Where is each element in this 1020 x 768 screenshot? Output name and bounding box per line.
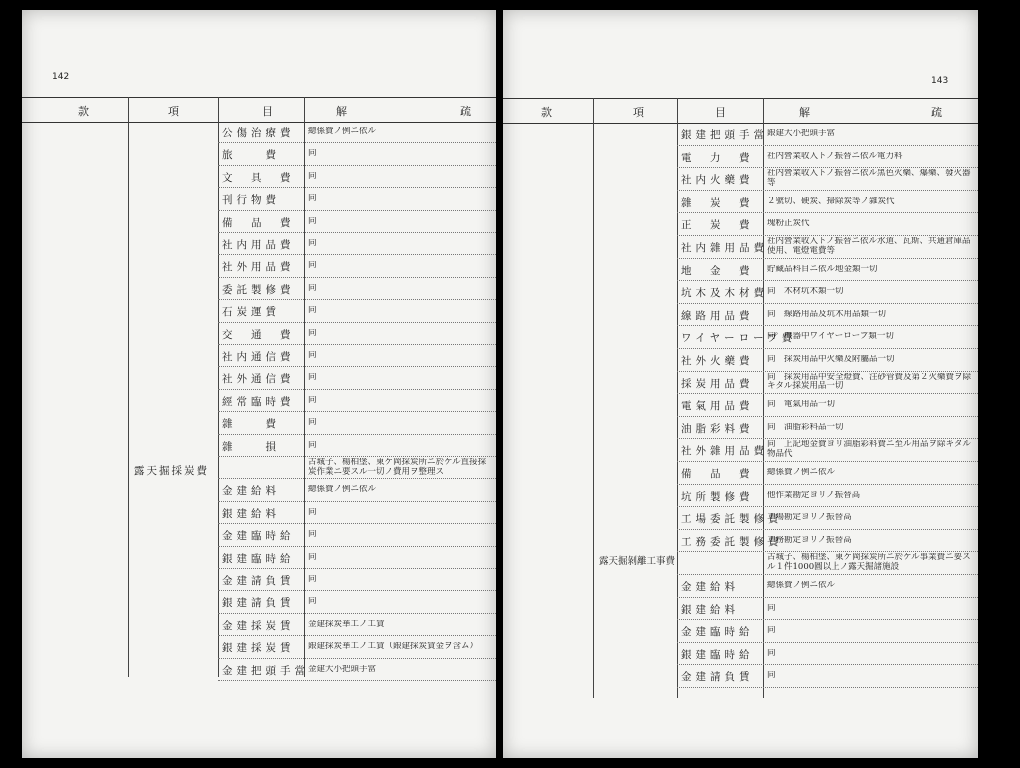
table-row	[22, 143, 496, 165]
table-row	[503, 372, 978, 394]
table-row	[503, 259, 978, 281]
item-description: 金建大小把頭手當	[308, 664, 377, 674]
item-description: 貯藏品科目ニ依ル地金類一切	[767, 264, 878, 274]
item-description: 同	[767, 648, 776, 658]
table-row	[22, 636, 496, 658]
item-description: 總係費ノ例ニ依ル	[767, 468, 836, 477]
table-row	[22, 390, 496, 412]
item-description: 古城子、楊柏堡、東ケ岡採炭所ニ於ケル直接採炭作業ニ要スル一切ノ費用ヲ整理ス	[308, 458, 487, 477]
page-number: 142	[52, 72, 70, 82]
item-description: 同	[767, 671, 776, 681]
item-name: 電 力 費	[681, 151, 754, 164]
item-description: 他作業勘定ヨリノ振替高	[767, 490, 861, 500]
item-description: 總係費ノ例ニ依ル	[308, 127, 377, 136]
header-kan: 款	[541, 106, 552, 119]
item-name: 社外用品費	[222, 261, 295, 274]
header-kou: 項	[168, 105, 179, 118]
header-moku: 目	[262, 105, 273, 118]
page-number: 143	[931, 76, 949, 86]
item-name: 社内雜用品費	[681, 242, 768, 254]
header-so: 疏	[931, 106, 942, 119]
item-name: 油脂彩料費	[681, 422, 754, 435]
table-row	[22, 502, 496, 524]
table-row	[503, 326, 978, 348]
table-row	[503, 530, 978, 552]
item-name: 金建給料	[681, 581, 739, 593]
table-row	[22, 233, 496, 255]
table-header	[503, 98, 978, 124]
item-description: 同	[308, 328, 317, 338]
item-description: 同 線路用品及坑木用品類一切	[767, 309, 887, 319]
item-name: 銀建採炭賃	[222, 642, 295, 655]
table-row	[22, 479, 496, 501]
table-row	[503, 620, 978, 642]
table-row	[503, 575, 978, 597]
item-description: 同 機器中ワイヤーロープ類一切	[767, 332, 894, 342]
table-row	[22, 614, 496, 636]
item-name: 工務委託製修費	[681, 535, 783, 548]
item-name: 金建臨時給	[681, 626, 754, 639]
item-name: 電氣用品費	[681, 400, 754, 413]
kou-label: 露天掘剝離工事費	[599, 556, 676, 567]
item-name: 社内通信費	[222, 351, 295, 363]
item-name: ワイヤーロープ費	[681, 332, 797, 345]
table-row	[503, 598, 978, 620]
item-name: 金建請負賃	[222, 575, 295, 587]
item-description: 古城子、楊柏堡、東ケ岡採炭所ニ於ケル事業費ニ要スル１件1000圓以上ノ露天掘諸施設	[767, 553, 971, 572]
item-description: 同	[308, 149, 317, 159]
item-description: 同	[308, 283, 317, 293]
item-name: 坑所製修費	[681, 490, 754, 503]
item-name: 銀建給料	[681, 603, 739, 616]
item-description: 社内營業收入トノ振替ニ依ル水道、瓦斯、共通倉庫品使用、電燈電費等	[767, 237, 971, 256]
item-description: 同	[308, 239, 317, 248]
table-row	[22, 121, 496, 143]
table-row	[503, 349, 978, 371]
header-kan: 款	[78, 105, 89, 118]
item-description: ２號切、硬炭、掃除炭等ノ雜炭代	[767, 196, 895, 206]
table-row	[503, 191, 978, 213]
item-name: 坑木及木材費	[681, 287, 768, 300]
item-description: 同	[308, 530, 317, 540]
item-description: 同	[308, 171, 317, 181]
item-name: 委託製修費	[222, 283, 295, 296]
item-description: 同	[308, 440, 317, 450]
item-name: 旅 費	[222, 149, 280, 162]
item-name: 雜 費	[222, 418, 280, 431]
item-name: 金建給料	[222, 485, 280, 498]
item-description: 銀建採炭華工ノ工賃（銀建採炭賃金ヲ含ム）	[308, 642, 479, 652]
item-description: 同 油脂彩料品一切	[767, 422, 844, 432]
item-description: 同 上記地金費ヨリ油脂彩料費ニ至ル用品ヲ除キタル物品代	[767, 440, 971, 459]
item-name: 銀建給料	[222, 507, 280, 520]
item-name: 公傷治療費	[222, 127, 295, 139]
item-name: 經常臨時費	[222, 395, 295, 408]
left-page	[22, 10, 496, 758]
item-name: 採炭用品費	[681, 377, 754, 390]
item-description: 塊粉正炭代	[767, 219, 810, 229]
table-row	[503, 507, 978, 529]
table-row	[22, 659, 496, 681]
item-description: 總係費ノ例ニ依ル	[308, 485, 377, 495]
item-name: 銀建把頭手當	[681, 129, 768, 141]
item-name: 社外通信費	[222, 373, 295, 386]
item-description: 同	[308, 306, 317, 316]
item-description: 同	[767, 603, 776, 613]
table-row	[503, 213, 978, 235]
table-row	[503, 304, 978, 326]
item-description: 同	[308, 261, 317, 271]
item-description: 同 木材坑木類一切	[767, 287, 844, 297]
item-name: 社外雜用品費	[681, 445, 768, 458]
header-kai: 解	[336, 105, 347, 118]
item-name: 刊行物費	[222, 194, 280, 207]
table-row	[22, 300, 496, 322]
item-description: 銀建大小把頭手當	[767, 129, 836, 138]
table-row	[503, 146, 978, 168]
row-divider	[218, 680, 496, 681]
item-description: 同	[308, 575, 317, 584]
table-row	[22, 457, 496, 479]
header-kou: 項	[633, 106, 644, 119]
table-row	[22, 591, 496, 613]
item-name: 金建臨時給	[222, 530, 295, 543]
table-row	[22, 435, 496, 457]
item-description: 同	[308, 216, 317, 226]
table-row	[22, 323, 496, 345]
table-row	[22, 547, 496, 569]
item-name: 社内火藥費	[681, 174, 754, 187]
item-name: 地 金 費	[681, 264, 754, 277]
item-description: 同	[308, 418, 317, 428]
table-row	[503, 665, 978, 687]
item-name: 工場委託製修費	[681, 513, 783, 526]
item-name: 備 品 費	[681, 468, 754, 480]
item-description: 社内營業收入トノ振替ニ依ル黑色火藥、爆藥、發火器等	[767, 169, 971, 188]
item-description: 同 採炭用品中安全燈費、注砂管費及第２火藥費ヲ除キタル採炭用品一切	[767, 372, 972, 392]
item-name: 雜 損	[222, 440, 280, 453]
table-row	[22, 569, 496, 591]
table-row	[22, 345, 496, 367]
table-row	[22, 188, 496, 210]
table-row	[22, 278, 496, 300]
table-row	[503, 417, 978, 439]
table-row	[503, 236, 978, 258]
item-description: 同 電氣用品一切	[767, 400, 836, 410]
header-kai: 解	[799, 106, 810, 119]
table-row	[503, 439, 978, 461]
item-description: 工務勘定ヨリノ振替高	[767, 535, 852, 545]
table-row	[22, 255, 496, 277]
item-name: 金建請負賃	[681, 671, 754, 684]
item-description: 同	[308, 395, 317, 405]
item-name: 正 炭 費	[681, 219, 754, 232]
item-name: 金建把頭手當	[222, 664, 309, 677]
item-description: 同	[308, 351, 317, 360]
item-description: 同	[308, 552, 317, 562]
item-name: 石炭運賃	[222, 306, 280, 319]
table-row	[503, 281, 978, 303]
table-row	[503, 462, 978, 484]
item-description: 同 採炭用品中火藥及附屬品一切	[767, 355, 895, 364]
table-row	[22, 166, 496, 188]
item-name: 線路用品費	[681, 309, 754, 322]
item-description: 同	[308, 597, 317, 607]
item-name: 雜 炭 費	[681, 196, 754, 209]
table-row	[503, 123, 978, 145]
item-description: 同	[767, 626, 776, 636]
table-header	[22, 97, 496, 123]
table-row	[503, 643, 978, 665]
item-description: 同	[308, 194, 317, 204]
item-name: 銀建臨時給	[222, 552, 295, 565]
table-row	[22, 524, 496, 546]
table-row	[503, 552, 978, 574]
item-name: 金建採炭賃	[222, 619, 295, 632]
item-name: 備 品 費	[222, 216, 295, 229]
item-description: 同	[308, 373, 317, 383]
item-name: 銀建請負賃	[222, 597, 295, 610]
header-moku: 目	[715, 106, 726, 119]
item-description: 總係費ノ例ニ依ル	[767, 581, 836, 590]
table-row	[22, 367, 496, 389]
table-row	[503, 168, 978, 190]
item-description: 同	[308, 507, 317, 517]
item-description: 社内營業收入トノ振替ニ依ル電力料	[767, 151, 903, 161]
header-so: 疏	[460, 105, 471, 118]
item-name: 社内用品費	[222, 239, 295, 251]
item-description: 金建採炭華工ノ工賃	[308, 619, 385, 629]
table-row	[503, 394, 978, 416]
item-name: 交 通 費	[222, 328, 295, 341]
right-page	[503, 10, 978, 758]
item-name: 銀建臨時給	[681, 648, 754, 661]
table-row	[22, 211, 496, 233]
kou-label: 露天掘採炭費	[134, 465, 209, 477]
item-name: 文 具 費	[222, 171, 295, 184]
item-name: 社外火藥費	[681, 355, 754, 367]
row-divider	[677, 687, 978, 688]
table-row	[22, 412, 496, 434]
item-description: 工場勘定ヨリノ振替高	[767, 513, 852, 523]
table-row	[503, 485, 978, 507]
